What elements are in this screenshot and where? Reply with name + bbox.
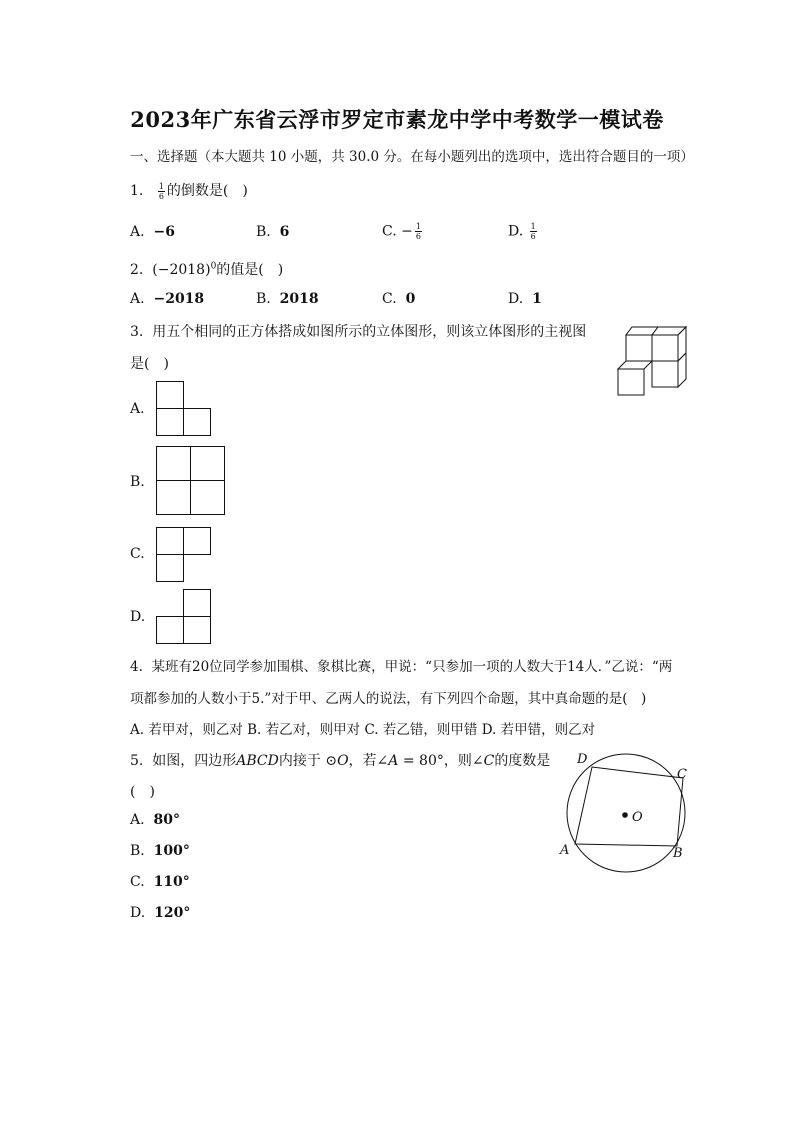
question-4: 4. 某班有20位同学参加围棋、象棋比赛，甲说：“只参加一项的人数大于14人．”乙说：“两 bbox=[130, 659, 673, 675]
label-b: B bbox=[673, 846, 683, 861]
question-1 bbox=[130, 180, 248, 201]
section-heading: 一、选择题（本大题共 10 小题，共 30.0 分。在每小题列出的选项中，选出符合题目的一项） bbox=[130, 149, 694, 165]
q4-option-d[interactable]: D. 若甲错，则乙对 bbox=[481, 722, 596, 738]
q3-option-c[interactable]: C. bbox=[130, 546, 145, 562]
question-2: 2. $(-2018)^0$的值是( ) bbox=[130, 261, 284, 278]
q4-option-a[interactable]: A. 若甲对，则乙对 bbox=[130, 722, 243, 738]
question-number: 1. bbox=[130, 183, 144, 199]
center-point bbox=[622, 812, 628, 818]
q4-option-b[interactable]: B. 若乙对，则甲对 bbox=[247, 722, 361, 738]
fraction: $\frac{1}{6}$ bbox=[158, 181, 164, 201]
q4-option-c[interactable]: C. 若乙错，则甲错 bbox=[364, 722, 478, 738]
question-3: 3. 用五个相同的正方体搭成如图所示的立体图形，则该立体图形的主视图 bbox=[130, 324, 587, 340]
q3-option-c-figure[interactable] bbox=[155, 526, 213, 584]
quadrilateral-abcd bbox=[575, 767, 683, 846]
cube-stack-figure bbox=[612, 322, 692, 396]
question-text: 的倒数是( ) bbox=[166, 183, 248, 199]
q1-option-c[interactable]: C. − $\frac{1}{6}$ bbox=[382, 222, 421, 241]
q5-option-c[interactable]: C. 110° bbox=[130, 874, 190, 890]
q3-option-d[interactable]: D. bbox=[130, 609, 146, 625]
expression: (−2018) bbox=[152, 262, 211, 278]
question-5: 5. 如图，四边形ABCD内接于 ⊙O，若∠A = 80°，则∠C的度数是 bbox=[130, 753, 551, 769]
q5-option-b[interactable]: B. 100° bbox=[130, 843, 190, 859]
q2-option-b[interactable]: B. 2018 bbox=[256, 291, 319, 307]
label-c: C bbox=[677, 767, 687, 782]
label-a: A bbox=[560, 843, 570, 858]
q3-option-b-figure[interactable] bbox=[155, 445, 227, 517]
label-o: O bbox=[632, 810, 643, 825]
q3-option-a-figure[interactable] bbox=[155, 380, 213, 438]
q3-option-b[interactable]: B. bbox=[130, 474, 145, 490]
q1-option-b[interactable]: B. 6 bbox=[256, 224, 290, 240]
q1-option-a[interactable]: A. −6 bbox=[130, 224, 175, 240]
q2-option-c[interactable]: C. 0 bbox=[382, 291, 416, 307]
inscribed-quadrilateral-figure bbox=[555, 748, 695, 878]
q3-option-d-figure[interactable] bbox=[155, 588, 213, 646]
q1-option-d[interactable]: D. $\frac{1}{6}$ bbox=[508, 222, 536, 241]
question-4-line2: 项都参加的人数小于5.”对于甲、乙两人的说法，有下列四个命题，其中真命题的是( ) bbox=[130, 691, 647, 707]
question-5-line2: ( ) bbox=[130, 784, 155, 800]
q3-option-a[interactable]: A. bbox=[130, 401, 145, 417]
q4-options bbox=[130, 718, 595, 738]
question-3-line2: 是( ) bbox=[130, 356, 169, 372]
q2-option-a[interactable]: A. −2018 bbox=[130, 291, 205, 307]
q5-option-a[interactable]: A. 80° bbox=[130, 812, 180, 828]
q2-option-d[interactable]: D. 1 bbox=[508, 291, 542, 307]
q5-option-d[interactable]: D. 120° bbox=[130, 905, 191, 921]
label-d: D bbox=[577, 752, 588, 767]
exam-title: 2023年广东省云浮市罗定市素龙中学中考数学一模试卷 bbox=[130, 107, 664, 132]
